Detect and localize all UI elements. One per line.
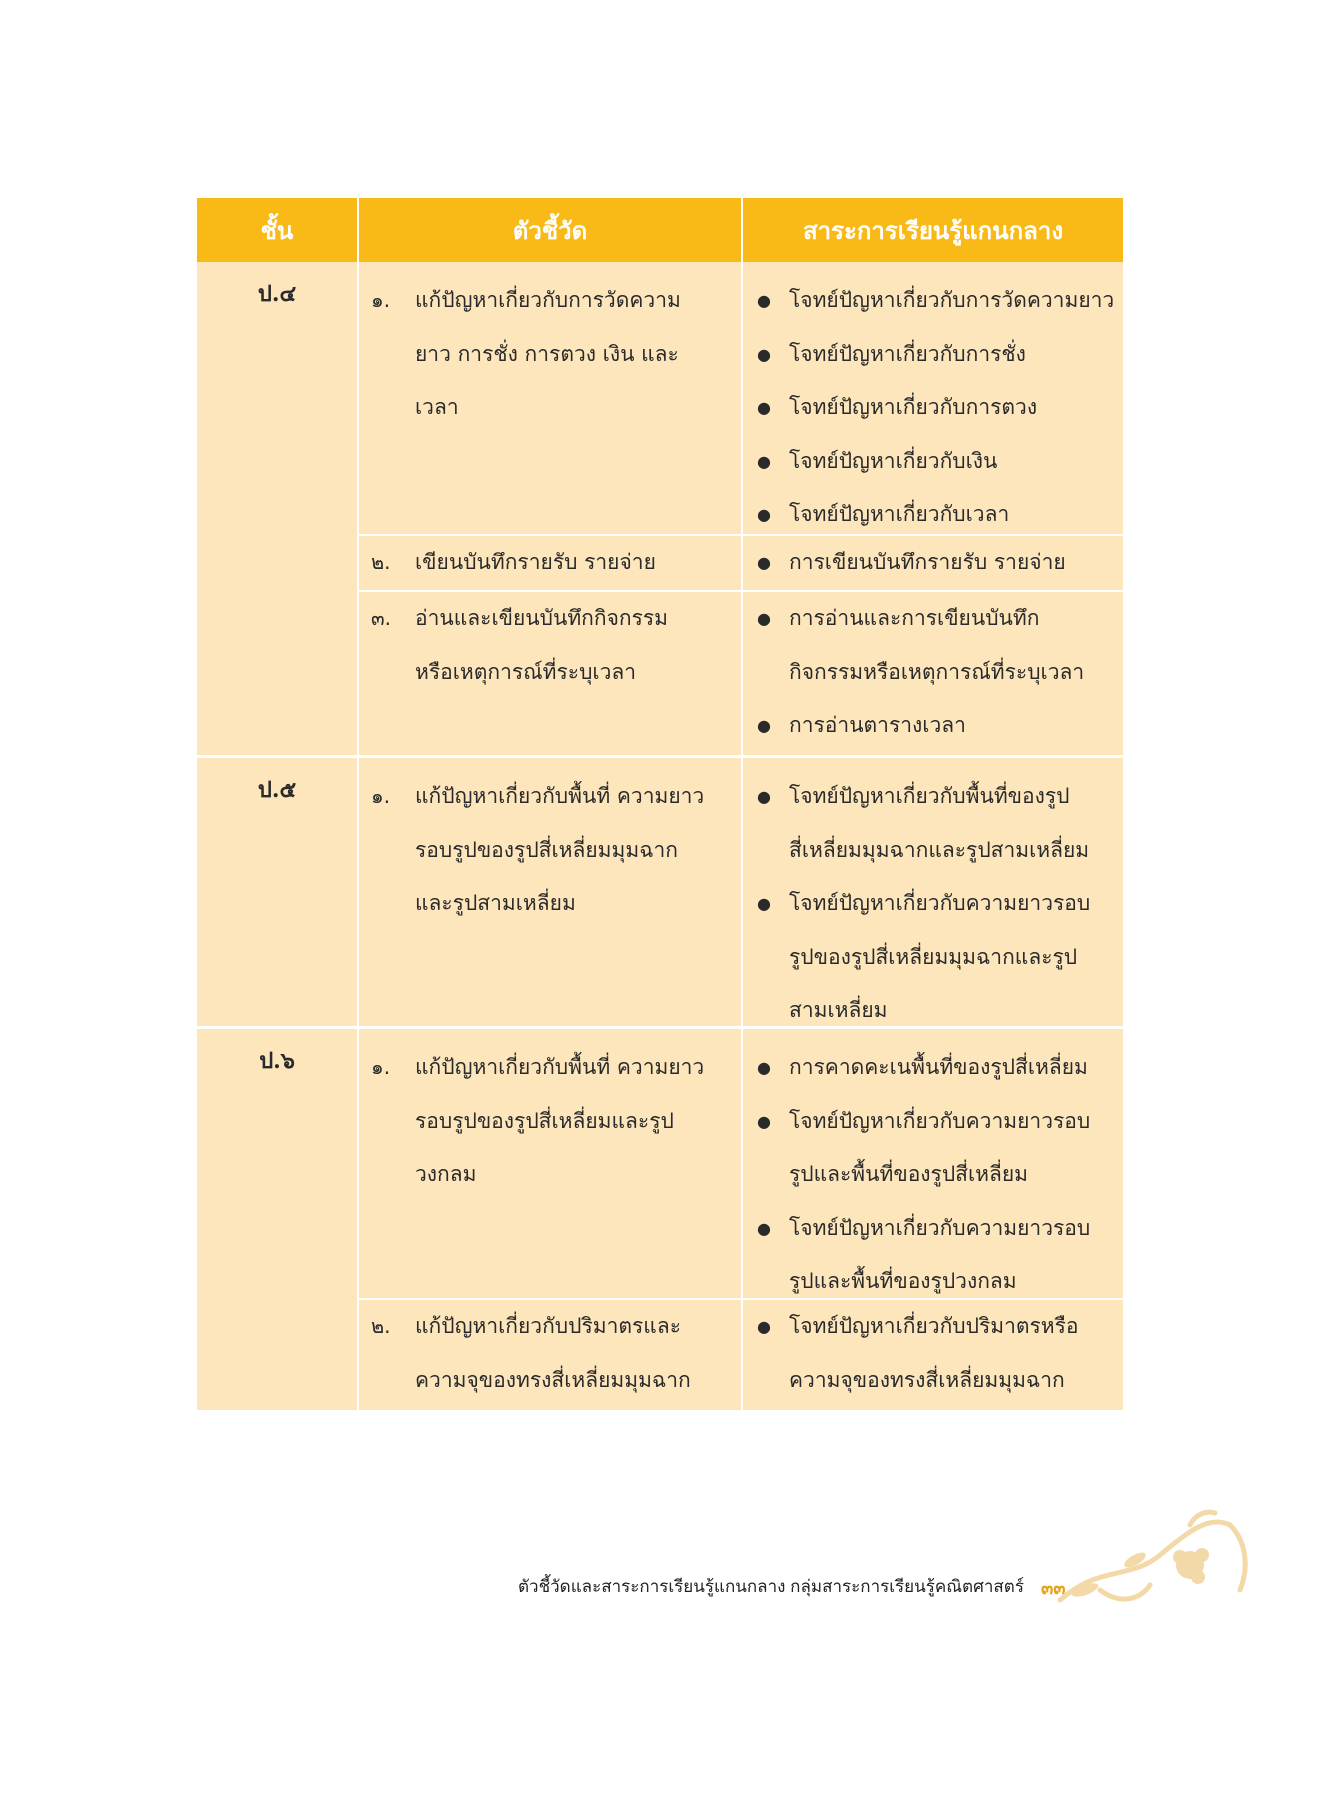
bullet-icon: ● xyxy=(757,451,771,471)
table-row xyxy=(357,262,1123,534)
list-item: ● โจทย์ปัญหาเกี่ยวกับความยาวรอบรูปของรูปสี่เหลี่ยมมุมฉากและรูปสามเหลี่ยม xyxy=(753,877,1117,1038)
footer-title: ตัวชี้วัดและสาระการเรียนรู้แกนกลาง กลุ่มสาระการเรียนรู้คณิตศาสตร์ xyxy=(518,1577,1024,1596)
header-core-content: สาระการเรียนรู้แกนกลาง xyxy=(741,198,1123,262)
floral-ornament-icon xyxy=(1040,1505,1260,1625)
indicator-text: แก้ปัญหาเกี่ยวกับพื้นที่ ความยาวรอบรูปของรูปสี่เหลี่ยมมุมฉากและรูปสามเหลี่ยม xyxy=(415,784,705,915)
list-item: ● โจทย์ปัญหาเกี่ยวกับพื้นที่ของรูปสี่เหลี่ยมมุมฉากและรูปสามเหลี่ยม xyxy=(753,770,1117,877)
bullet-icon: ● xyxy=(757,609,771,628)
bullet-icon: ● xyxy=(757,1317,771,1336)
bullet-icon: ● xyxy=(757,716,771,735)
indicator-text: แก้ปัญหาเกี่ยวกับการวัดความยาว การชั่ง การตวง เงิน และเวลา xyxy=(415,288,681,419)
bullet-icon: ● xyxy=(757,787,771,806)
grade-block-p6 xyxy=(197,1026,1123,1410)
grade-label: ป.๖ xyxy=(259,1048,295,1074)
indicator-text: แก้ปัญหาเกี่ยวกับพื้นที่ ความยาวรอบรูปของรูปสี่เหลี่ยมและรูปวงกลม xyxy=(415,1055,705,1186)
bullet-icon: ● xyxy=(757,505,771,524)
grade-label: ป.๔ xyxy=(257,281,297,307)
indicator-number: ๒. xyxy=(371,550,391,574)
indicator-number: ๑. xyxy=(371,784,391,808)
indicator-text: อ่านและเขียนบันทึกกิจกรรมหรือเหตุการณ์ที่ระบุเวลา xyxy=(415,606,669,684)
table-row xyxy=(357,534,1123,590)
list-item: ● การเขียนบันทึกรายรับ รายจ่าย xyxy=(753,536,1117,590)
list-item: ● โจทย์ปัญหาเกี่ยวกับปริมาตรหรือความจุของทรงสี่เหลี่ยมมุมฉาก xyxy=(753,1300,1117,1407)
list-item: ● โจทย์ปัญหาเกี่ยวกับการตวง xyxy=(753,381,1117,435)
list-item: ● การคาดคะเนพื้นที่ของรูปสี่เหลี่ยม xyxy=(753,1041,1117,1095)
table-row xyxy=(357,1029,1123,1298)
list-item: ● โจทย์ปัญหาเกี่ยวกับการชั่ง xyxy=(753,328,1117,382)
table-row xyxy=(357,758,1123,1026)
grade-block-p5 xyxy=(197,755,1123,1026)
bullet-icon: ● xyxy=(757,553,771,572)
list-item: ● โจทย์ปัญหาเกี่ยวกับเงิน xyxy=(753,435,1117,489)
bullet-icon: ● xyxy=(757,1111,771,1131)
indicator-number: ๒. xyxy=(371,1314,391,1338)
table-row xyxy=(357,1298,1123,1410)
list-item: ● โจทย์ปัญหาเกี่ยวกับความยาวรอบรูปและพื้นที่ของรูปวงกลม xyxy=(753,1202,1117,1309)
indicator-text: เขียนบันทึกรายรับ รายจ่าย xyxy=(415,550,656,574)
indicator-number: ๑. xyxy=(371,1055,391,1079)
bullet-icon: ● xyxy=(757,1218,771,1238)
bullet-icon: ● xyxy=(757,291,771,310)
list-item: ● โจทย์ปัญหาเกี่ยวกับเวลา xyxy=(753,488,1117,542)
page-number: ๓๓ xyxy=(1041,1578,1066,1598)
list-item: ● การอ่านและการเขียนบันทึกกิจกรรมหรือเหตุการณ์ที่ระบุเวลา xyxy=(753,592,1117,699)
indicator-number: ๑. xyxy=(371,288,391,312)
grade-block-p4 xyxy=(197,262,1123,755)
table-header xyxy=(197,198,1123,262)
header-indicator: ตัวชี้วัด xyxy=(357,198,741,262)
header-grade: ชั้น xyxy=(260,215,294,245)
list-item: ● โจทย์ปัญหาเกี่ยวกับการวัดความยาว xyxy=(753,274,1117,328)
curriculum-table xyxy=(197,198,1123,1410)
table-row xyxy=(357,590,1123,755)
indicator-text: แก้ปัญหาเกี่ยวกับปริมาตรและความจุของทรงสี่เหลี่ยมมุมฉาก xyxy=(415,1314,691,1392)
list-item: ● โจทย์ปัญหาเกี่ยวกับความยาวรอบรูปและพื้นที่ของรูปสี่เหลี่ยม xyxy=(753,1095,1117,1202)
bullet-icon: ● xyxy=(757,398,771,417)
grade-label: ป.๕ xyxy=(257,777,297,803)
bullet-icon: ● xyxy=(757,1058,771,1077)
bullet-icon: ● xyxy=(757,344,771,364)
indicator-number: ๓. xyxy=(371,606,392,630)
list-item: ● การอ่านตารางเวลา xyxy=(753,699,1117,753)
bullet-icon: ● xyxy=(757,894,771,913)
